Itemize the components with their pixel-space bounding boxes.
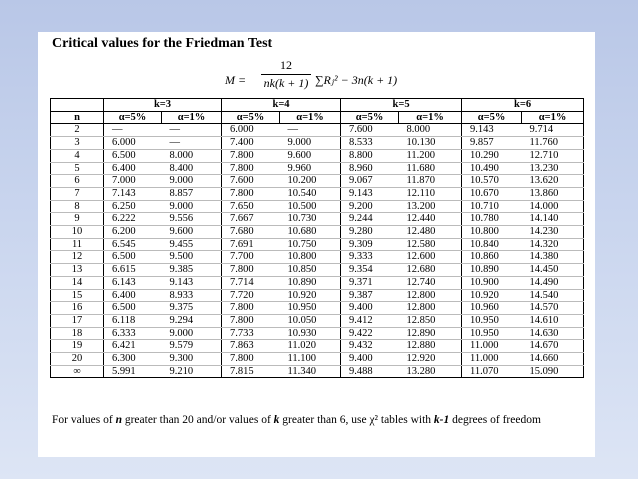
table-cell: 10.490 [462,162,522,175]
table-cell: 9.455 [162,238,222,251]
table-cell: 9.385 [162,264,222,277]
table-cell: 10.860 [462,251,522,264]
table-cell: 10.960 [462,302,522,315]
table-cell: 10.200 [280,175,341,188]
table-cell: 9.579 [162,340,222,353]
table-cell: 9.500 [162,251,222,264]
table-row [51,162,584,175]
table-cell: 12.580 [399,238,462,251]
table-cell: 14.490 [522,276,584,289]
table-cell: 7.800 [222,162,280,175]
table-cell: 10.890 [462,264,522,277]
table-row [51,327,584,340]
table-cell: 7.143 [104,187,162,200]
table-cell: 14.570 [522,302,584,315]
footnote [52,413,572,427]
table-cell: 9.354 [341,264,399,277]
table-cell: 12.600 [399,251,462,264]
table-cell: 7.800 [222,264,280,277]
row-n-cell: 14 [51,276,104,289]
table-cell: 10.130 [399,137,462,150]
table-cell: 14.320 [522,238,584,251]
row-n-cell: ∞ [51,365,104,378]
formula-denominator: nk(k + 1) [263,76,309,90]
alpha-header: α=5% [222,111,280,124]
table-cell: 9.309 [341,238,399,251]
table-cell: 7.691 [222,238,280,251]
table-cell: 9.000 [162,327,222,340]
table-cell: 9.143 [462,124,522,137]
table-cell: 6.250 [104,200,162,213]
table-cell: 14.450 [522,264,584,277]
table-cell: 10.890 [280,276,341,289]
table-cell: 9.556 [162,213,222,226]
table-cell: 6.333 [104,327,162,340]
table-cell: 8.857 [162,187,222,200]
table-cell: 9.000 [280,137,341,150]
critical-values-table-wrap [50,98,583,378]
table-cell: 8.000 [162,149,222,162]
table-cell: 7.667 [222,213,280,226]
table-cell: 12.480 [399,226,462,239]
table-cell: — [104,124,162,137]
table-cell: 7.600 [222,175,280,188]
table-cell: 6.300 [104,353,162,366]
footnote-n: n [115,414,122,426]
table-row [51,213,584,226]
table-cell: 6.500 [104,251,162,264]
table-cell: 10.920 [462,289,522,302]
table-cell: 10.500 [280,200,341,213]
table-row [51,238,584,251]
table-cell: 7.600 [341,124,399,137]
table-cell: 9.000 [162,175,222,188]
table-cell: 12.110 [399,187,462,200]
table-cell: 12.800 [399,289,462,302]
row-n-cell: 19 [51,340,104,353]
table-cell: 9.210 [162,365,222,378]
table-cell: 10.930 [280,327,341,340]
table-cell: 9.400 [341,353,399,366]
table-cell: 12.890 [399,327,462,340]
table-cell: 9.400 [341,302,399,315]
row-n-cell: 4 [51,149,104,162]
footnote-k: k [273,414,280,426]
table-cell: 10.950 [280,302,341,315]
row-n-cell: 12 [51,251,104,264]
table-cell: 7.720 [222,289,280,302]
table-cell: 10.050 [280,314,341,327]
table-cell: 12.740 [399,276,462,289]
alpha-header: α=5% [341,111,399,124]
table-cell: 9.960 [280,162,341,175]
footnote-text: For values of [52,414,116,426]
table-cell: 6.500 [104,302,162,315]
row-n-cell: 13 [51,264,104,277]
table-row [51,137,584,150]
table-row [51,251,584,264]
table-cell: 7.800 [222,187,280,200]
table-cell: 7.650 [222,200,280,213]
table-cell: 9.294 [162,314,222,327]
row-n-cell: 10 [51,226,104,239]
table-cell: — [280,124,341,137]
table-cell: 7.863 [222,340,280,353]
table-cell: 9.280 [341,226,399,239]
slide [38,32,595,457]
table-cell: 9.412 [341,314,399,327]
table-cell: 10.290 [462,149,522,162]
table-cell: 9.387 [341,289,399,302]
table-cell: 7.800 [222,149,280,162]
alpha-header-row [51,111,584,124]
table-cell: 9.143 [162,276,222,289]
table-cell: 7.800 [222,353,280,366]
table-cell: 14.140 [522,213,584,226]
table-row [51,365,584,378]
table-cell: 9.200 [341,200,399,213]
footnote-text: degrees of freedom [449,414,541,426]
table-cell: 11.760 [522,137,584,150]
table-row [51,302,584,315]
table-cell: 13.230 [522,162,584,175]
table-cell: 13.620 [522,175,584,188]
table-cell: 14.540 [522,289,584,302]
table-row [51,200,584,213]
table-cell: 11.000 [462,353,522,366]
table-cell: 8.800 [341,149,399,162]
table-cell: 9.422 [341,327,399,340]
table-cell: 9.714 [522,124,584,137]
alpha-header: α=1% [162,111,222,124]
table-cell: 10.950 [462,314,522,327]
table-cell: 6.222 [104,213,162,226]
table-cell: 6.545 [104,238,162,251]
row-n-cell: 20 [51,353,104,366]
table-cell: 12.440 [399,213,462,226]
group-header: k=6 [462,99,584,112]
table-cell: 10.780 [462,213,522,226]
row-n-cell: 5 [51,162,104,175]
table-cell: 6.118 [104,314,162,327]
table-cell: 11.870 [399,175,462,188]
table-cell: 7.700 [222,251,280,264]
table-cell: 10.730 [280,213,341,226]
table-cell: 13.860 [522,187,584,200]
table-cell: 11.200 [399,149,462,162]
table-cell: 9.600 [162,226,222,239]
table-cell: 9.333 [341,251,399,264]
table-cell: 14.630 [522,327,584,340]
table-row [51,340,584,353]
table-cell: 9.488 [341,365,399,378]
table-cell: 6.200 [104,226,162,239]
group-header: k=3 [104,99,222,112]
alpha-header: α=1% [280,111,341,124]
row-n-cell: 3 [51,137,104,150]
group-header: k=5 [341,99,462,112]
table-row [51,175,584,188]
row-n-cell: 7 [51,187,104,200]
table-cell: 14.230 [522,226,584,239]
table-cell: 11.340 [280,365,341,378]
table-cell: 8.000 [399,124,462,137]
group-header: k=4 [222,99,341,112]
table-cell: 10.540 [280,187,341,200]
table-cell: 8.960 [341,162,399,175]
n-header: n [51,111,104,124]
table-cell: — [162,137,222,150]
row-n-cell: 2 [51,124,104,137]
row-n-cell: 15 [51,289,104,302]
table-cell: 9.244 [341,213,399,226]
table-cell: 11.100 [280,353,341,366]
table-cell: 12.850 [399,314,462,327]
table-cell: 14.670 [522,340,584,353]
table-body [51,124,584,378]
table-cell: 9.600 [280,149,341,162]
table-cell: 7.714 [222,276,280,289]
table-cell: 13.280 [399,365,462,378]
formula-fraction [261,58,311,91]
table-cell: 7.733 [222,327,280,340]
table-cell: 6.615 [104,264,162,277]
table-cell: 9.432 [341,340,399,353]
table-cell: 10.950 [462,327,522,340]
table-cell: 7.800 [222,302,280,315]
table-cell: 6.143 [104,276,162,289]
table-cell: 11.070 [462,365,522,378]
table-cell: 13.200 [399,200,462,213]
table-row [51,276,584,289]
row-n-cell: 11 [51,238,104,251]
formula-numerator: 12 [261,58,311,75]
table-cell: 9.143 [341,187,399,200]
table-cell: 8.400 [162,162,222,175]
group-header-row [51,99,584,112]
table-cell: 10.750 [280,238,341,251]
table-cell: 7.000 [104,175,162,188]
table-cell: 10.840 [462,238,522,251]
corner-cell [51,99,104,112]
table-cell: 10.680 [280,226,341,239]
table-row [51,289,584,302]
table-cell: 5.991 [104,365,162,378]
row-n-cell: 9 [51,213,104,226]
table-cell: 15.090 [522,365,584,378]
table-row [51,264,584,277]
table-row [51,353,584,366]
table-cell: — [162,124,222,137]
critical-values-table [50,98,584,378]
table-cell: 10.570 [462,175,522,188]
alpha-header: α=1% [522,111,584,124]
table-cell: 12.920 [399,353,462,366]
formula-rest: ∑Rⱼ² − 3n(k + 1) [315,73,398,87]
table-cell: 9.067 [341,175,399,188]
table-cell: 6.000 [222,124,280,137]
row-n-cell: 16 [51,302,104,315]
footnote-text: greater than 20 and/or values of [121,414,274,426]
table-cell: 9.300 [162,353,222,366]
alpha-header: α=5% [462,111,522,124]
table-cell: 9.371 [341,276,399,289]
table-cell: 12.800 [399,302,462,315]
table-cell: 7.680 [222,226,280,239]
table-cell: 7.400 [222,137,280,150]
table-cell: 8.533 [341,137,399,150]
table-cell: 6.400 [104,289,162,302]
table-cell: 10.900 [462,276,522,289]
page-title: Critical values for the Friedman Test [52,36,273,51]
table-cell: 14.660 [522,353,584,366]
table-cell: 14.380 [522,251,584,264]
table-cell: 12.710 [522,149,584,162]
table-cell: 12.680 [399,264,462,277]
table-cell: 11.020 [280,340,341,353]
row-n-cell: 17 [51,314,104,327]
row-n-cell: 6 [51,175,104,188]
table-cell: 14.000 [522,200,584,213]
footnote-k1: k-1 [433,414,450,426]
table-cell: 10.800 [280,251,341,264]
table-cell: 6.000 [104,137,162,150]
table-row [51,149,584,162]
formula-lhs: M = [225,73,247,87]
row-n-cell: 8 [51,200,104,213]
table-cell: 6.400 [104,162,162,175]
table-cell: 6.500 [104,149,162,162]
table-cell: 9.857 [462,137,522,150]
table-cell: 8.933 [162,289,222,302]
table-cell: 9.375 [162,302,222,315]
alpha-header: α=5% [104,111,162,124]
alpha-header: α=1% [399,111,462,124]
table-cell: 10.850 [280,264,341,277]
table-cell: 7.815 [222,365,280,378]
table-cell: 10.710 [462,200,522,213]
table-cell: 6.421 [104,340,162,353]
row-n-cell: 18 [51,327,104,340]
table-cell: 12.880 [399,340,462,353]
table-cell: 10.670 [462,187,522,200]
table-row [51,124,584,137]
table-cell: 11.000 [462,340,522,353]
table-row [51,314,584,327]
table-cell: 11.680 [399,162,462,175]
table-cell: 14.610 [522,314,584,327]
table-cell: 9.000 [162,200,222,213]
table-cell: 7.800 [222,314,280,327]
table-row [51,187,584,200]
footnote-text: greater than 6, use χ² tables with [279,414,434,426]
table-cell: 10.800 [462,226,522,239]
table-cell: 10.920 [280,289,341,302]
table-row [51,226,584,239]
